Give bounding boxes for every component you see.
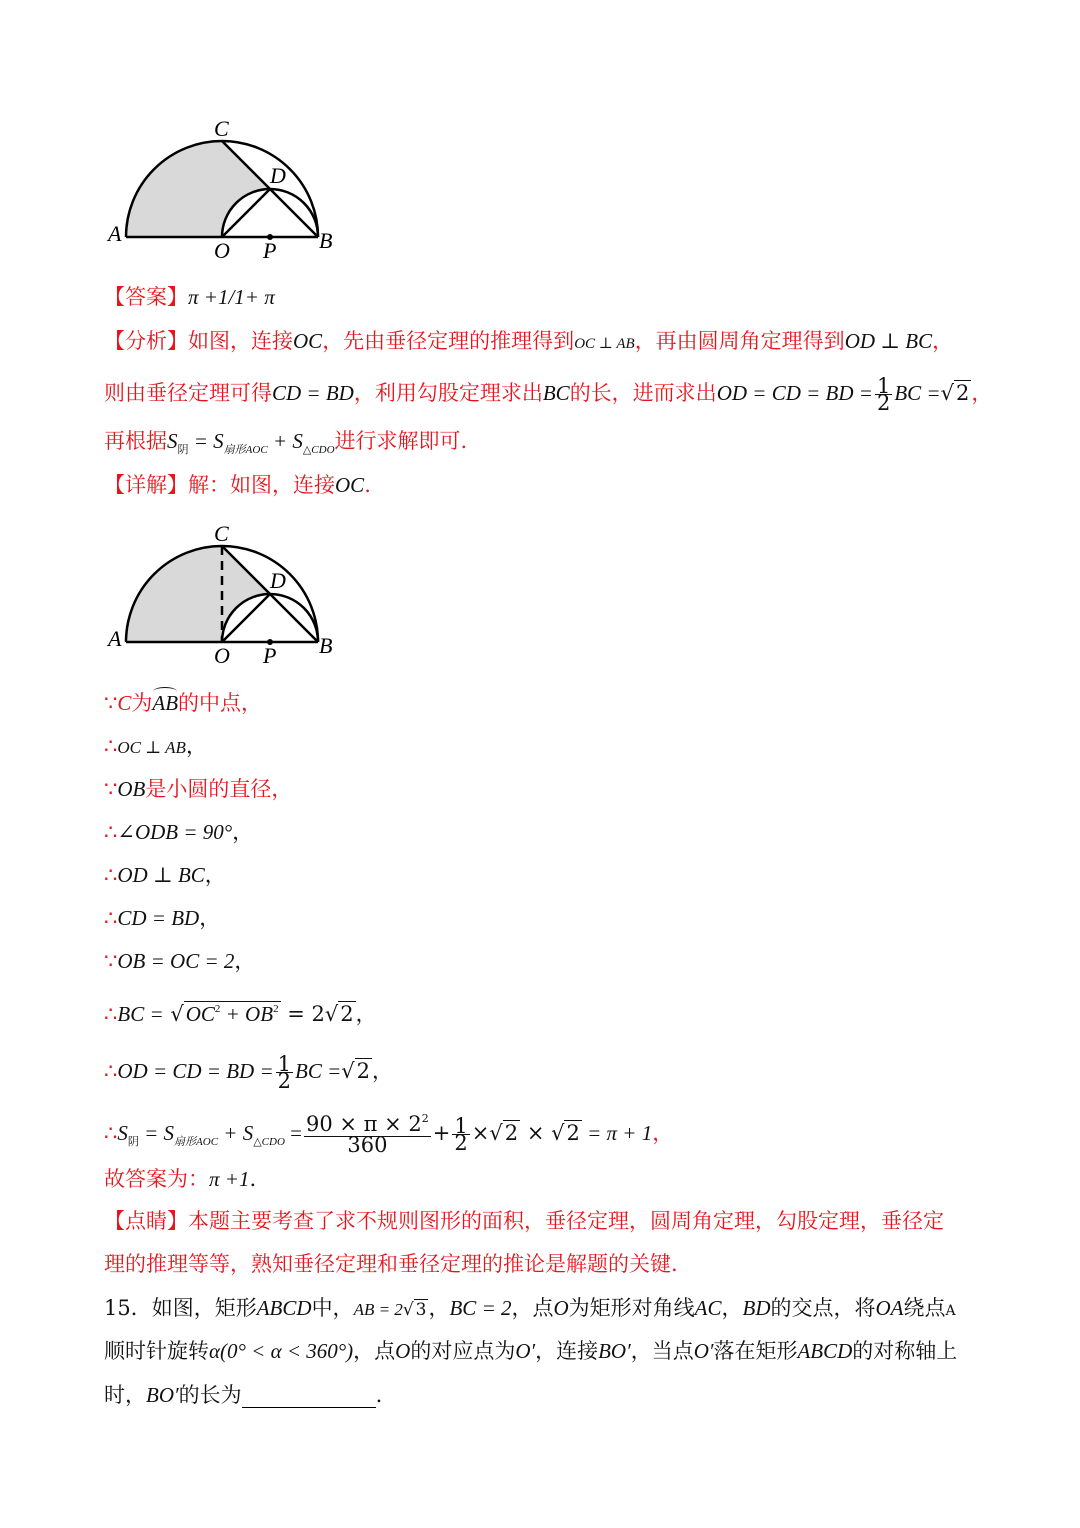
label-A: A	[108, 221, 122, 246]
label-O: O	[214, 238, 230, 263]
problem-15-line-1: 15．如图，矩形ABCD中，AB = 2√ 3，BC = 2，点O为矩形对角线AC，BD的交点，将OA绕点A	[104, 1296, 956, 1320]
figure-semicircle-2	[100, 515, 350, 675]
label-D: D	[270, 163, 286, 188]
analysis-line-3: 再根据$S_阴 = S_{扇形AOC} + S_{\triangle CDO}$进行求解即可.	[104, 429, 468, 456]
final-answer: 故答案为：π +1.	[104, 1167, 257, 1191]
label-A: A	[108, 626, 122, 651]
problem-15-line-3: 时，BO′的长为 .	[104, 1383, 383, 1407]
step-9: ∴OD = CD = BD = $\frac{1}{2}$ BC =√2，	[104, 1052, 394, 1093]
step-1: ∵C为AB的中点，	[104, 691, 263, 715]
label-P: P	[263, 238, 277, 263]
answer-value: π +1/1+ π	[188, 285, 275, 309]
step-4: ∴∠ODB = 90°，	[104, 820, 254, 844]
answer-line	[104, 284, 275, 310]
step-3: ∵OB是小圆的直径，	[104, 777, 293, 801]
analysis-line-2: 则由垂径定理可得CD = BD，利用勾股定理求出BC的长，进而求出OD = CD = BD = $\frac{1}{2}$ BC =√2，	[104, 374, 993, 415]
analysis-line-1: 【分析】如图，连接OC，先由垂径定理的推理得到OC ⊥ AB，再由圆周角定理得到OD ⊥ BC，	[104, 329, 954, 353]
step-8: ∴BC = $√OC^2 + OB^2 = 2√2$，	[104, 1002, 377, 1026]
shaded-region	[126, 141, 270, 237]
step-6: ∴CD = BD，	[104, 906, 221, 930]
label-O: O	[214, 643, 230, 668]
label-P: P	[263, 643, 277, 668]
detail-line: 【详解】解：如图，连接OC.	[104, 473, 371, 497]
step-2: ∴OC ⊥ AB，	[104, 734, 207, 758]
comment-line-2: 理的推理等等，熟知垂径定理和垂径定理的推论是解题的关键.	[104, 1252, 678, 1276]
label-D: D	[270, 568, 286, 593]
label-B: B	[319, 228, 333, 253]
figure-semicircle-1	[100, 110, 350, 270]
step-7: ∵OB = OC = 2，	[104, 949, 256, 973]
comment-line-1: 【点睛】本题主要考查了求不规则图形的面积，垂径定理，圆周角定理，勾股定理，垂径定	[104, 1209, 944, 1233]
label-B: B	[319, 633, 333, 658]
problem-15-line-2: 顺时针旋转α(0° < α < 360°)，点O的对应点为O′，连接BO′，当点O′落在矩形ABCD的对称轴上	[104, 1339, 958, 1363]
label-C: C	[214, 116, 229, 141]
answer-tag: 【答案】	[104, 285, 188, 309]
step-10: $\therefore S_阴 = S_{扇形AOC} + S_{\triangle CDO}$ = $\frac{90 \times \pi \times 2^2}{360}$ + $\frac{1}{2}$ ×√2 × √2 = π + 1，	[104, 1112, 674, 1157]
step-5: ∴OD ⊥ BC，	[104, 863, 226, 887]
answer-blank[interactable]	[242, 1387, 376, 1408]
shaded-region	[126, 546, 270, 642]
label-C: C	[214, 521, 229, 546]
